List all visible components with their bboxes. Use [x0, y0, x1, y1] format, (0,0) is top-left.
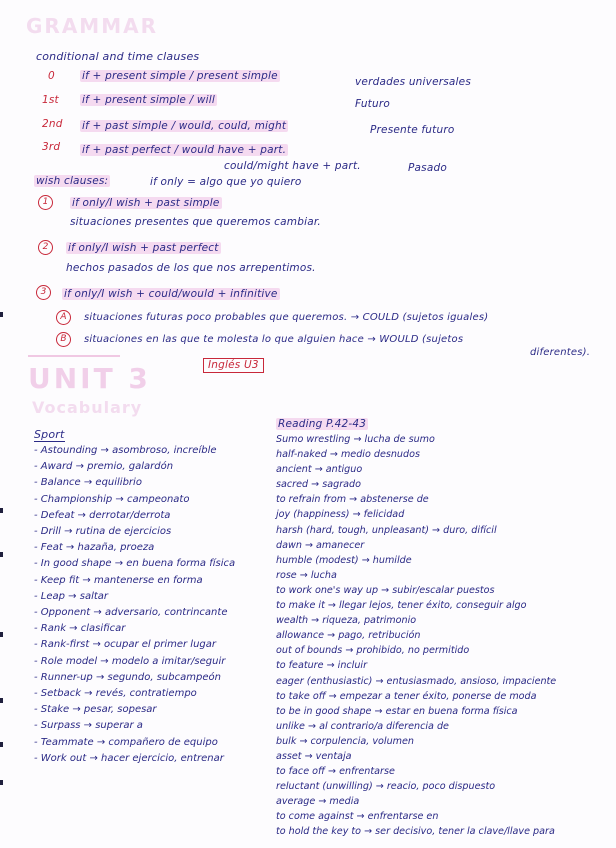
section-divider-left	[28, 355, 120, 357]
wish-title: wish clauses:	[36, 175, 109, 187]
sport-item: - Astounding → asombroso, increíble	[34, 443, 235, 459]
reading-item: harsh (hard, tough, unpleasant) → duro, difícil	[276, 524, 497, 536]
binder-mark	[0, 508, 3, 513]
sport-item: - Rank-first → ocupar el primer lugar	[34, 637, 235, 653]
reading-item: out of bounds → prohibido, no permitido	[276, 645, 470, 657]
reading-list	[276, 432, 556, 840]
reading-item: to refrain from → abstenerse de	[276, 494, 429, 506]
cond-label-1: 1st	[42, 94, 59, 106]
grammar-title: GRAMMAR	[26, 14, 158, 38]
cond-label-3: 3rd	[42, 141, 61, 153]
conditional-subtitle: conditional and time clauses	[36, 50, 200, 63]
cond-extra-3: could/might have + part.	[224, 160, 361, 172]
sport-item: - Role model → modelo a imitar/seguir	[34, 654, 235, 670]
sport-item: - Balance → equilibrio	[34, 475, 235, 491]
sport-item: - Surpass → superar a	[34, 718, 235, 734]
reading-item: sacred → sagrado	[276, 479, 361, 491]
sport-item: - Feat → hazaña, proeza	[34, 540, 235, 556]
cond-label-2: 2nd	[42, 118, 63, 130]
wish-sub-a-text: situaciones futuras poco probables que queremos. → COULD (sujetos iguales)	[84, 312, 489, 323]
reading-item: bulk → corpulencia, volumen	[276, 735, 414, 747]
reading-item: Sumo wrestling → lucha de sumo	[276, 434, 435, 445]
binder-mark	[0, 742, 3, 747]
reading-item: ancient → antiguo	[276, 464, 363, 476]
binder-mark	[0, 552, 3, 557]
reading-item: to be in good shape → estar en buena forma física	[276, 705, 518, 717]
cond-rule-2: if + past simple / would, could, might	[82, 120, 287, 132]
wish-rule-2: if only/I wish + past perfect	[68, 242, 219, 254]
reading-item: eager (enthusiastic) → entusiasmado, ansioso, impaciente	[276, 675, 557, 687]
wish-rule-1: if only/I wish + past simple	[72, 197, 220, 209]
wish-sub-b-cont: diferentes).	[530, 347, 591, 358]
sport-item: - Defeat → derrotar/derrota	[34, 508, 235, 524]
reading-item: allowance → pago, retribución	[276, 630, 421, 642]
reading-item: asset → ventaja	[276, 750, 352, 762]
unit-badge: Inglés U3	[203, 358, 264, 373]
unit-title: UNIT 3	[28, 362, 151, 395]
reading-item: to take off → empezar a tener éxito, ponerse de moda	[276, 690, 537, 702]
wish-rule-3: if only/I wish + could/would + infinitive	[64, 288, 278, 300]
sport-item: - Drill → rutina de ejercicios	[34, 524, 235, 540]
wish-sub-a: A	[56, 310, 71, 325]
cond-meaning-1: Futuro	[355, 98, 390, 110]
wish-explain-1: situaciones presentes que queremos cambiar.	[70, 216, 321, 228]
cond-label-0: 0	[48, 70, 55, 82]
reading-item: average → media	[276, 796, 360, 808]
sport-item: - Award → premio, galardón	[34, 459, 235, 475]
sport-title: Sport	[34, 428, 65, 441]
cond-meaning-2: Presente futuro	[370, 124, 455, 136]
sport-item: - Opponent → adversario, contrincante	[34, 605, 235, 621]
binder-mark	[0, 780, 3, 785]
cond-rule-0: if + present simple / present simple	[82, 70, 278, 82]
wish-explain-2: hechos pasados de los que nos arrepentimos.	[66, 262, 316, 274]
wish-num-3: 3	[36, 285, 51, 300]
cond-meaning-0: verdades universales	[355, 76, 471, 88]
reading-title: Reading P.42-43	[278, 418, 367, 430]
sport-list	[34, 443, 235, 767]
sport-item: - Stake → pesar, sopesar	[34, 702, 235, 718]
binder-mark	[0, 312, 3, 317]
cond-rule-3: if + past perfect / would have + part.	[82, 144, 287, 156]
reading-item: dawn → amanecer	[276, 539, 365, 551]
sport-item: - Teammate → compañero de equipo	[34, 735, 235, 751]
reading-item: reluctant (unwilling) → reacio, poco dispuesto	[276, 781, 496, 793]
cond-rule-1: if + present simple / will	[82, 94, 215, 106]
reading-item: to feature → incluir	[276, 660, 368, 672]
wish-sub-b-text: situaciones en las que te molesta lo que alguien hace → WOULD (sujetos	[84, 334, 464, 345]
binder-mark	[0, 698, 3, 703]
reading-item: humble (modest) → humilde	[276, 554, 412, 566]
wish-num-1: 1	[38, 195, 53, 210]
reading-item: to come against → enfrentarse en	[276, 811, 439, 823]
reading-item: unlike → al contrario/a diferencia de	[276, 720, 449, 732]
reading-item: to hold the key to → ser decisivo, tener la clave/llave para	[276, 826, 555, 838]
sport-item: - In good shape → en buena forma física	[34, 556, 235, 572]
cond-meaning-3: Pasado	[408, 162, 447, 174]
sport-item: - Setback → revés, contratiempo	[34, 686, 235, 702]
sport-item: - Championship → campeonato	[34, 492, 235, 508]
reading-item: to face off → enfrentarse	[276, 766, 395, 778]
reading-item: rose → lucha	[276, 569, 337, 581]
sport-item: - Work out → hacer ejercicio, entrenar	[34, 751, 235, 767]
reading-item: to work one's way up → subir/escalar puestos	[276, 584, 495, 596]
unit-subtitle: Vocabulary	[32, 398, 143, 417]
sport-item: - Keep fit → mantenerse en forma	[34, 573, 235, 589]
reading-item: wealth → riqueza, patrimonio	[276, 615, 417, 627]
sport-item: - Rank → clasificar	[34, 621, 235, 637]
wish-intro: if only = algo que yo quiero	[150, 176, 302, 188]
wish-sub-b: B	[56, 332, 71, 347]
sport-item: - Runner-up → segundo, subcampeón	[34, 670, 235, 686]
binder-mark	[0, 632, 3, 637]
wish-num-2: 2	[38, 240, 53, 255]
sport-item: - Leap → saltar	[34, 589, 235, 605]
reading-item: half-naked → medio desnudos	[276, 449, 420, 461]
reading-item: joy (happiness) → felicidad	[276, 509, 405, 521]
reading-item: to make it → llegar lejos, tener éxito, conseguir algo	[276, 600, 527, 612]
